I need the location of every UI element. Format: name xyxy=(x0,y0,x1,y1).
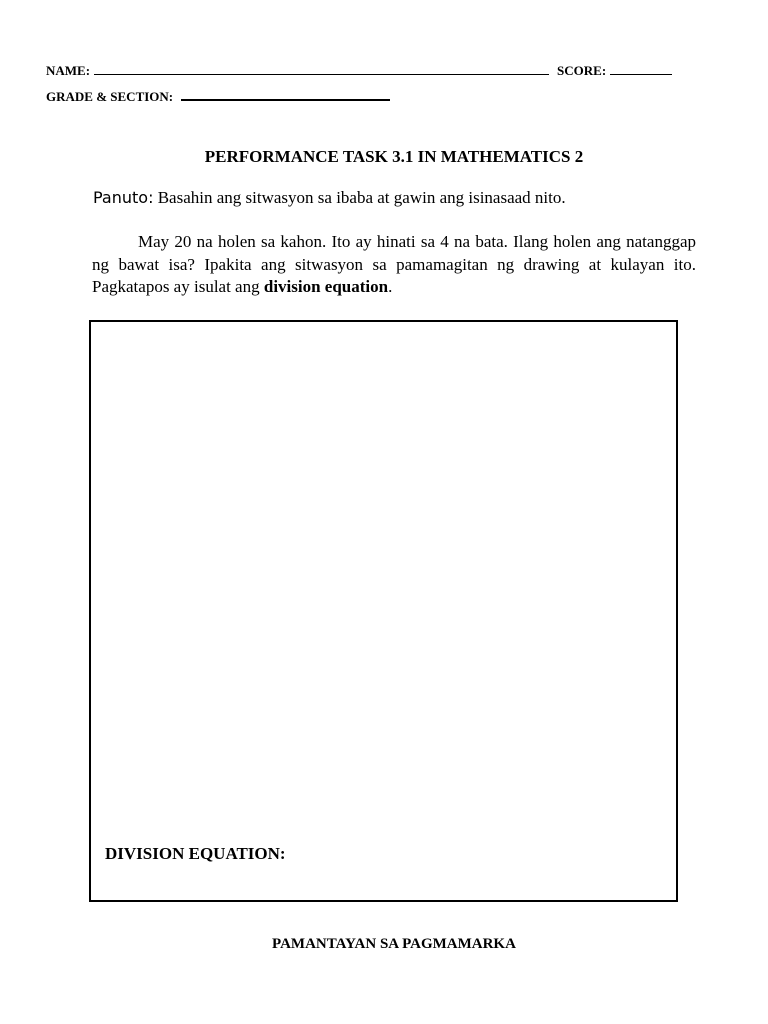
situation-text: May 20 na holen sa kahon. Ito ay hinati sa 4 na bata. Ilang holen ang natanggap ng bawat isa? Ipakita ang sitwasyon sa pamamagitan ng drawing at kulayan ito. Pagkatapos ay isulat ang xyxy=(92,232,696,296)
instruction-label: Panuto: xyxy=(93,188,154,207)
instruction-line xyxy=(93,187,566,209)
score-label: SCORE: xyxy=(557,63,607,78)
situation-end-punctuation: . xyxy=(388,277,393,296)
situation-bold-text: division equation xyxy=(263,277,389,296)
grade-section-blank-line[interactable] xyxy=(181,87,390,101)
page-title: PERFORMANCE TASK 3.1 IN MATHEMATICS 2 xyxy=(204,147,584,166)
drawing-answer-box[interactable] xyxy=(89,320,678,902)
name-blank-line[interactable] xyxy=(94,62,549,75)
grade-section-label: GRADE & SECTION: xyxy=(46,89,174,104)
grade-section-row xyxy=(46,87,390,105)
situation-paragraph xyxy=(92,231,696,299)
instruction-text: Basahin ang sitwasyon sa ibaba at gawin ang isinasaad nito. xyxy=(157,188,566,207)
grading-rubric-title: PAMANTAYAN SA PAGMAMARKA xyxy=(272,936,516,952)
division-equation-label: DIVISION EQUATION: xyxy=(105,844,286,863)
name-label: NAME: xyxy=(46,63,91,78)
score-blank-line[interactable] xyxy=(610,62,672,75)
name-score-row xyxy=(46,62,672,79)
